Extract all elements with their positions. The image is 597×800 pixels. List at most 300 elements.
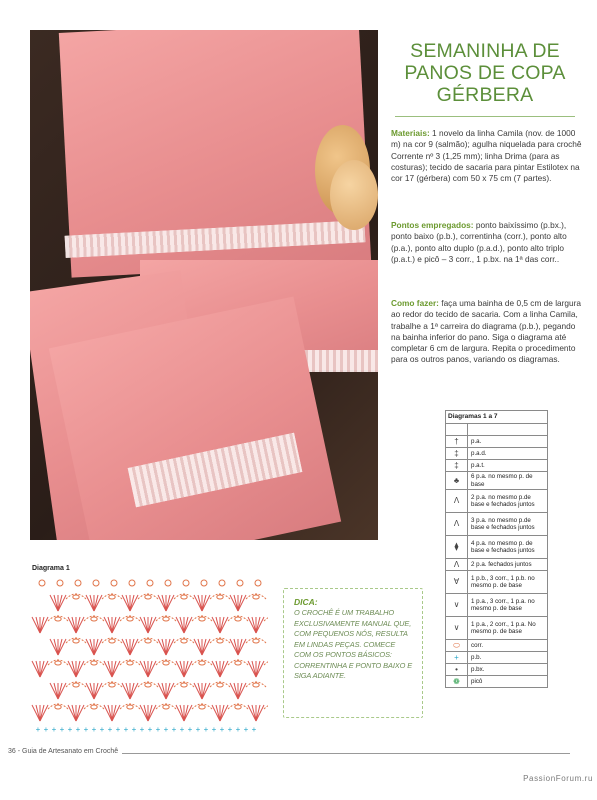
chain-mark	[235, 661, 241, 665]
picot-mark	[147, 580, 153, 586]
chain-arc-mark	[264, 660, 268, 665]
pb-stitch-mark: +	[147, 725, 153, 734]
chain-mark	[235, 705, 241, 709]
pb-stitch-mark: +	[75, 725, 81, 734]
stitch-mark	[166, 639, 174, 655]
chain-mark	[235, 617, 241, 621]
stitch-mark	[202, 683, 206, 699]
legend-row	[446, 472, 548, 490]
stitch-mark	[126, 639, 130, 655]
stitch-mark	[166, 595, 170, 611]
stitch-mark	[104, 661, 112, 677]
two-stitch-decrease-icon: Λ	[446, 559, 468, 571]
title-line-3: GÉRBERA	[436, 84, 534, 106]
materials-paragraph	[391, 128, 586, 184]
stitch-mark	[194, 595, 202, 611]
legend-row-label: p.a.t.	[468, 460, 548, 472]
stitch-mark	[86, 639, 94, 655]
stitch-mark	[166, 683, 174, 699]
stitch-mark	[234, 639, 238, 655]
diagram-label: Diagrama 1	[32, 565, 70, 572]
picot-mark	[255, 580, 261, 586]
stitch-mark	[184, 617, 192, 633]
legend-row	[446, 676, 548, 688]
stitch-mark	[216, 661, 220, 677]
stitch-mark	[216, 705, 220, 721]
pb-stitch-mark: +	[43, 725, 49, 734]
watermark-credit: PassionForum.ru	[523, 774, 593, 783]
stitch-mark	[248, 617, 256, 633]
stitch-mark	[234, 683, 238, 699]
tip-line: EM LINDAS PEÇAS. COMECE	[294, 639, 396, 649]
stitch-mark	[76, 705, 84, 721]
stitch-mark	[40, 617, 48, 633]
chain-mark	[181, 639, 187, 643]
pb-stitch-mark: +	[251, 725, 257, 734]
stitch-mark	[256, 617, 264, 633]
stitch-mark	[256, 661, 260, 677]
stitch-mark	[58, 683, 66, 699]
instructions-label: Como fazer:	[391, 298, 439, 308]
stitch-mark	[238, 639, 242, 655]
stitch-mark	[212, 617, 220, 633]
stitch-mark	[40, 617, 44, 633]
stitch-mark	[140, 661, 148, 677]
stitch-mark	[256, 705, 260, 721]
stitch-mark	[112, 705, 120, 721]
chain-mark	[217, 639, 223, 643]
legend-row-label: p.a.	[468, 436, 548, 448]
stitches-label: Pontos empregados:	[391, 220, 474, 230]
stitch-mark	[36, 617, 40, 633]
stitch-mark	[32, 661, 40, 677]
stitch-mark	[212, 705, 220, 721]
stitch-mark	[194, 683, 202, 699]
stitch-mark	[220, 661, 228, 677]
stitch-mark	[158, 595, 166, 611]
stitch-mark	[176, 661, 184, 677]
ponto-alto-icon: †	[446, 436, 468, 448]
legend-row	[446, 448, 548, 460]
product-photo	[30, 30, 378, 540]
stitch-mark	[166, 683, 170, 699]
stitch-mark	[180, 705, 184, 721]
stitch-mark	[50, 639, 58, 655]
chain-mark	[253, 595, 259, 599]
tip-line: COM PEQUENOS NÓS, RESULTA	[294, 629, 408, 638]
stitch-mark	[184, 705, 188, 721]
stitch-mark	[234, 595, 238, 611]
legend-row	[446, 640, 548, 652]
legend-row	[446, 460, 548, 472]
four-stitch-cluster-icon: ⧫	[446, 536, 468, 559]
stitch-mark	[32, 617, 40, 633]
legend-row-label: 3 p.a. no mesmo p.de base e fechados juntos	[468, 513, 548, 536]
stitch-mark	[144, 705, 148, 721]
stitch-mark	[180, 661, 184, 677]
stitch-mark	[72, 705, 76, 721]
pb-stitch-mark: +	[235, 725, 241, 734]
stitch-mark	[220, 617, 228, 633]
chain-mark	[127, 705, 133, 709]
chain-mark	[73, 595, 79, 599]
v-stitch-pa-3-icon: ∨	[446, 594, 468, 617]
legend-row	[446, 513, 548, 536]
materials-label: Materiais:	[391, 128, 430, 138]
chain-icon: ⬭	[446, 640, 468, 652]
stitch-mark	[94, 595, 98, 611]
picot-mark	[93, 580, 99, 586]
six-stitch-fan-icon: ♣	[446, 472, 468, 490]
stitch-mark	[184, 661, 188, 677]
stitch-mark	[68, 617, 76, 633]
legend-row-label: 1 p.a., 3 corr., 1 p.a. no mesmo p. de base	[468, 594, 548, 617]
stitch-mark	[238, 595, 242, 611]
stitch-mark	[238, 639, 246, 655]
pb-stitch-mark: +	[163, 725, 169, 734]
picot-mark	[129, 580, 135, 586]
stitch-mark	[148, 617, 152, 633]
legend-row-label: 1 p.b., 3 corr., 1 p.b. no mesmo p. de base	[468, 571, 548, 594]
stitch-mark	[202, 595, 206, 611]
stitch-mark	[76, 705, 80, 721]
legend-row	[446, 490, 548, 513]
stitch-mark	[86, 683, 94, 699]
stitch-mark	[130, 595, 134, 611]
chain-mark	[55, 617, 61, 621]
stitch-mark	[58, 639, 62, 655]
stitch-mark	[90, 595, 94, 611]
stitch-mark	[202, 639, 210, 655]
stitch-mark	[90, 639, 94, 655]
stitch-mark	[220, 705, 224, 721]
stitch-mark	[148, 705, 156, 721]
tip-line: EXCLUSIVAMENTE MANUAL QUE,	[294, 618, 412, 628]
materials-text: 1 novelo da linha Camila (nov. de 1000 m) na cor 9 (salmão); agulha niquelada para crochê Corrente nº 3 (1,25 mm); linha Drima (para as costuras); tecido de sacaria para pintar Estilotex na cor 17 (gérbera) com 50 x 75 cm (7 partes).	[391, 128, 582, 184]
chain-mark	[109, 639, 115, 643]
chain-mark	[163, 705, 169, 709]
stitch-mark	[144, 617, 148, 633]
stitch-mark	[58, 639, 66, 655]
picot-mark	[39, 580, 45, 586]
stitch-mark	[148, 617, 156, 633]
chain-mark	[55, 705, 61, 709]
pb-stitch-mark: +	[35, 725, 41, 734]
stitch-mark	[94, 639, 102, 655]
stitch-mark	[130, 683, 138, 699]
stitch-mark	[238, 595, 246, 611]
v-stitch-pb-icon: ∀	[446, 571, 468, 594]
stitch-mark	[126, 683, 130, 699]
stitch-mark	[202, 595, 210, 611]
tip-line: SIGA ADIANTE.	[294, 671, 346, 680]
stitch-mark	[76, 661, 84, 677]
stitch-mark	[68, 705, 76, 721]
stitch-mark	[256, 705, 264, 721]
legend-row	[446, 436, 548, 448]
stitch-mark	[176, 705, 184, 721]
stitch-mark	[54, 595, 58, 611]
stitch-mark	[194, 639, 202, 655]
legend-row	[446, 559, 548, 571]
v-stitch-pa-2-icon: ∨	[446, 617, 468, 640]
stitch-mark	[40, 705, 44, 721]
stitch-mark	[140, 617, 148, 633]
tip-label: DICA:	[294, 597, 318, 607]
chain-mark	[91, 705, 97, 709]
ponto-alto-duplo-icon: ‡	[446, 448, 468, 460]
legend-row	[446, 617, 548, 640]
stitch-mark	[230, 595, 238, 611]
chain-mark	[217, 595, 223, 599]
legend-row	[446, 536, 548, 559]
stitch-mark	[216, 617, 220, 633]
chain-mark	[163, 617, 169, 621]
stitch-mark	[50, 595, 58, 611]
chain-arc-mark	[264, 704, 268, 709]
stitch-mark	[112, 617, 120, 633]
stitch-mark	[108, 661, 112, 677]
stitch-mark	[166, 639, 170, 655]
legend-header-row	[446, 411, 548, 424]
legend-row	[446, 571, 548, 594]
chain-mark	[217, 683, 223, 687]
page-folio: 36 - Guia de Artesanato em Crochê	[8, 748, 122, 755]
stitch-mark	[130, 595, 138, 611]
stitch-mark	[40, 661, 44, 677]
pb-stitch-mark: +	[203, 725, 209, 734]
pb-stitch-mark: +	[123, 725, 129, 734]
stitch-mark	[112, 705, 116, 721]
stitch-mark	[220, 705, 228, 721]
stitch-mark	[256, 661, 264, 677]
chain-mark	[73, 683, 79, 687]
stitch-mark	[126, 595, 130, 611]
stitch-mark	[58, 595, 62, 611]
stitch-mark	[158, 683, 166, 699]
legend-blank-row	[446, 424, 548, 436]
stitch-mark	[90, 683, 94, 699]
stitch-mark	[68, 661, 76, 677]
legend-row-label: 2 p.a. no mesmo p.de base e fechados juntos	[468, 490, 548, 513]
stitch-mark	[184, 705, 192, 721]
stitch-mark	[202, 639, 206, 655]
stitch-mark	[162, 683, 166, 699]
stitch-mark	[122, 683, 130, 699]
pb-stitch-mark: +	[51, 725, 57, 734]
stitch-mark	[50, 683, 58, 699]
pb-stitch-mark: +	[59, 725, 65, 734]
single-crochet-icon: +	[446, 652, 468, 664]
three-stitch-cluster-icon: Λ	[446, 513, 468, 536]
pb-stitch-mark: +	[171, 725, 177, 734]
stitch-mark	[86, 595, 94, 611]
stitch-mark	[54, 683, 58, 699]
pb-stitch-mark: +	[243, 725, 249, 734]
pb-stitch-mark: +	[131, 725, 137, 734]
pb-stitch-mark: +	[83, 725, 89, 734]
stitch-mark	[108, 617, 112, 633]
stitch-mark	[256, 617, 260, 633]
chain-mark	[199, 705, 205, 709]
chain-mark	[145, 595, 151, 599]
stitch-mark	[76, 617, 80, 633]
stitch-mark	[40, 705, 48, 721]
pb-stitch-mark: +	[107, 725, 113, 734]
legend-title: Diagramas 1 a 7	[446, 411, 548, 424]
stitch-mark	[130, 683, 134, 699]
stitch-mark	[122, 595, 130, 611]
pb-stitch-mark: +	[211, 725, 217, 734]
stitch-mark	[230, 639, 238, 655]
stitch-mark	[252, 617, 256, 633]
picot-mark	[111, 580, 117, 586]
stitch-mark	[112, 661, 120, 677]
picot-mark	[237, 580, 243, 586]
chain-mark	[253, 683, 259, 687]
stitch-mark	[184, 617, 188, 633]
stitch-mark	[202, 683, 210, 699]
picot-mark	[183, 580, 189, 586]
stitch-mark	[36, 661, 40, 677]
stitches-paragraph	[391, 220, 586, 265]
legend-row-label: 4 p.a. no mesmo p. de base e fechados juntos	[468, 536, 548, 559]
chain-mark	[91, 617, 97, 621]
chain-mark	[145, 683, 151, 687]
picot-mark	[75, 580, 81, 586]
stitch-mark	[36, 705, 40, 721]
stitch-mark	[72, 661, 76, 677]
picot-mark	[219, 580, 225, 586]
legend-row-label: 6 p.a. no mesmo p. de base	[468, 472, 548, 490]
ponto-alto-triplo-icon: ‡	[446, 460, 468, 472]
chain-mark	[253, 639, 259, 643]
legend-row-label: p.a.d.	[468, 448, 548, 460]
chain-mark	[91, 661, 97, 665]
title-line-2: PANOS DE COPA	[404, 62, 566, 84]
tip-line: COM OS PONTOS BÁSICOS:	[294, 650, 392, 659]
legend-row-label: picô	[468, 676, 548, 688]
slip-stitch-icon: •	[446, 664, 468, 676]
stitch-mark	[198, 639, 202, 655]
pb-stitch-mark: +	[139, 725, 145, 734]
stitch-mark	[212, 661, 220, 677]
stitch-mark	[158, 639, 166, 655]
stitch-mark	[54, 639, 58, 655]
pb-stitch-mark: +	[115, 725, 121, 734]
stitch-mark	[238, 683, 242, 699]
stitch-mark	[94, 683, 102, 699]
stitch-mark	[58, 595, 66, 611]
stitch-mark	[252, 661, 256, 677]
stitch-mark	[198, 595, 202, 611]
tip-text	[294, 608, 414, 682]
legend-row-label: p.bx.	[468, 664, 548, 676]
pb-stitch-mark: +	[67, 725, 73, 734]
stitch-mark	[180, 617, 184, 633]
pb-stitch-mark: +	[219, 725, 225, 734]
chain-mark	[199, 661, 205, 665]
stitch-mark	[230, 683, 238, 699]
instructions-paragraph	[391, 298, 586, 366]
tip-line: O CROCHÊ É UM TRABALHO	[294, 608, 395, 617]
stitch-mark	[76, 661, 80, 677]
chain-mark	[181, 683, 187, 687]
stitch-mark	[176, 617, 184, 633]
chain-mark	[73, 639, 79, 643]
tip-line: CORRENTINHA E PONTO BAIXO E	[294, 660, 413, 670]
chain-mark	[181, 595, 187, 599]
stitch-mark	[104, 705, 112, 721]
stitch-mark	[198, 683, 202, 699]
stitch-mark	[104, 617, 112, 633]
stitch-mark	[122, 639, 130, 655]
stitch-mark	[220, 617, 224, 633]
stitch-mark	[148, 661, 152, 677]
legend-row	[446, 652, 548, 664]
legend-row	[446, 664, 548, 676]
legend-row	[446, 594, 548, 617]
chain-mark	[109, 595, 115, 599]
stitch-mark	[248, 705, 256, 721]
stitch-mark	[144, 661, 148, 677]
stitch-mark	[148, 705, 152, 721]
stitch-mark	[94, 639, 98, 655]
stitch-mark	[40, 661, 48, 677]
stitch-mark	[72, 617, 76, 633]
title-divider	[395, 116, 575, 117]
stitch-mark	[32, 705, 40, 721]
stitch-mark	[184, 661, 192, 677]
stitch-mark	[220, 661, 224, 677]
pb-stitch-mark: +	[227, 725, 233, 734]
chain-mark	[109, 683, 115, 687]
legend-row-label: corr.	[468, 640, 548, 652]
chain-mark	[145, 639, 151, 643]
pb-stitch-mark: +	[155, 725, 161, 734]
stitch-mark	[112, 661, 116, 677]
stitch-mark	[238, 683, 246, 699]
page-title	[385, 40, 585, 106]
chain-arc-mark	[264, 616, 268, 621]
stitch-mark	[76, 617, 84, 633]
pb-stitch-mark: +	[195, 725, 201, 734]
stitch-mark	[252, 705, 256, 721]
legend-row-label: 2 p.a. fechados juntos	[468, 559, 548, 571]
chain-mark	[55, 661, 61, 665]
title-line-1: SEMANINHA DE	[410, 40, 560, 62]
pb-stitch-mark: +	[91, 725, 97, 734]
picot-icon: ❁	[446, 676, 468, 688]
stitch-mark	[248, 661, 256, 677]
stitch-mark	[166, 595, 174, 611]
stitch-mark	[148, 661, 156, 677]
stitch-legend-table	[445, 410, 548, 688]
stitches-text: ponto baixíssimo (p.bx.), ponto baixo (p.b.), correntinha (corr.), ponto alto (p.a.), ponto alto duplo (p.a.d.), ponto alto triplo (p.a.t.) e picô – 3 corr., 1 p.bx. na 1ª das corr..	[391, 220, 567, 264]
stitch-mark	[162, 639, 166, 655]
stitch-mark	[94, 683, 98, 699]
stitch-mark	[130, 639, 134, 655]
tip-box	[283, 588, 423, 718]
pb-stitch-mark: +	[187, 725, 193, 734]
stitch-mark	[94, 595, 102, 611]
stitch-mark	[108, 705, 112, 721]
picot-mark	[165, 580, 171, 586]
chain-mark	[127, 617, 133, 621]
picot-mark	[201, 580, 207, 586]
chain-mark	[163, 661, 169, 665]
pb-stitch-mark: +	[99, 725, 105, 734]
